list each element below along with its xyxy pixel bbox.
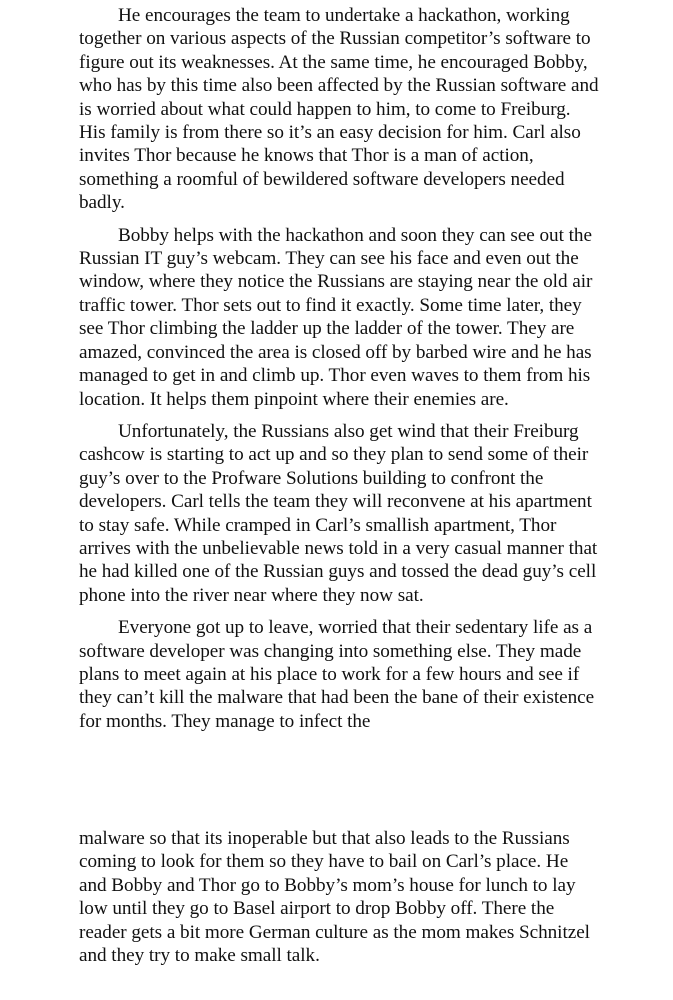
- paragraph-webcam: Bobby helps with the hackathon and soon they can see out the Russian IT guy’s webcam. They can see his face and even out the window, where they notice the Russians are staying near the old air traffic tower. Thor sets out to find it exactly. Some time later, they see Thor climbing the ladder up the ladder of the tower. They are amazed, convinced the area is closed off by barbed wire and he has managed to get in and climb up. Thor even waves to them from his location. It helps them pinpoint where their enemies are.: [79, 224, 593, 410]
- paragraph-continuation: malware so that its inoperable but that also leads to the Russians coming to look for them so they have to bail on Carl’s place. He and Bobby and Thor go to Bobby’s mom’s house for lunch to lay low until they go to Basel airport to drop Bobby off. There the reader gets a bit more German culture as the mom makes Schnitzel and they try to make small talk.: [79, 828, 590, 967]
- paragraph-russians: Unfortunately, the Russians also get wind that their Freiburg cashcow is starting to act up and so they plan to send some of their guy’s over to the Profware Solutions building to confront the developers. Carl tells the team they will reconvene at his apartment to stay safe. While cramped in Carl’s smallish apartment, Thor arrives with the unbelievable news told in a very casual manner that he had killed one of the Russian guys and tossed the dead guy’s cell phone into the river near where they now sat.: [79, 420, 598, 606]
- text-block-upper: [79, 4, 599, 742]
- text-block-lower: [79, 827, 599, 976]
- paragraph-everyone-leaves: Everyone got up to leave, worried that their sedentary life as a software developer was changing into something else. They made plans to meet again at his place to work for a few hours and see if they can’t kill the malware that had been the bane of their existence for months. They manage to infect the: [79, 617, 595, 732]
- paragraph-hackathon: He encourages the team to undertake a hackathon, working together on various aspects of the Russian competitor’s software to figure out its weaknesses. At the same time, he encouraged Bobby, who has by this time also been affected by the Russian software and is worried about what could happen to him, to come to Freiburg. His family is from there so it’s an easy decision for him. Carl also invites Thor because he knows that Thor is a man of action, something a roomful of bewildered software developers needed badly.: [79, 5, 599, 214]
